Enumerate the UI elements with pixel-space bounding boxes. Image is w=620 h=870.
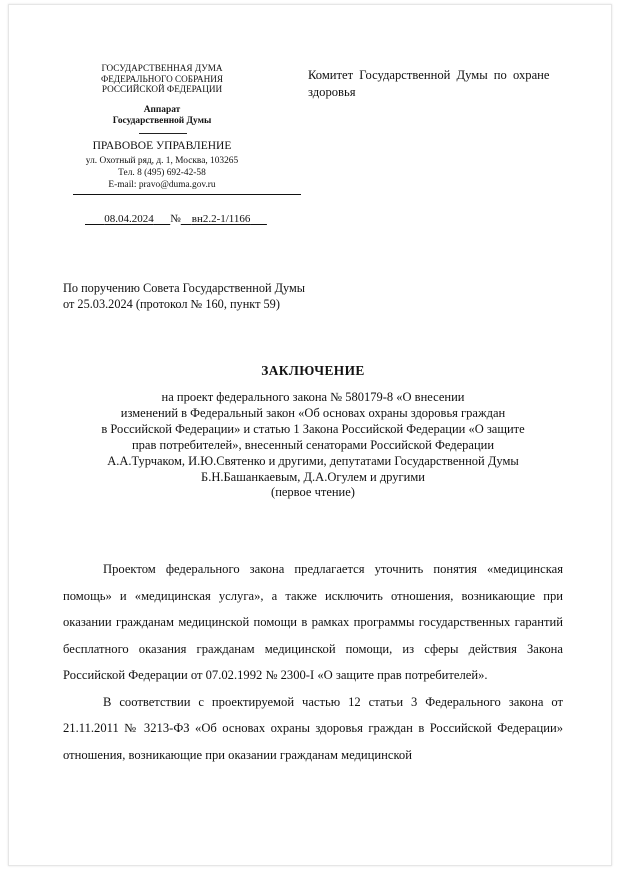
- letterhead-divider: [73, 194, 301, 195]
- subject-line-2: изменений в Федеральный закон «Об основах охраны здоровья граждан: [120, 405, 506, 420]
- instruction-line-2: от 25.03.2024 (протокол № 160, пункт 59): [63, 296, 280, 311]
- addressee: Комитет Государственной Думы по охране здоровья: [308, 68, 550, 99]
- letterhead-phone: Тел. 8 (495) 692-42-58: [118, 168, 206, 178]
- org-line-2: ФЕДЕРАЛЬНОГО СОБРАНИЯ: [100, 73, 224, 84]
- org-line-3: РОССИЙСКОЙ ФЕДЕРАЦИИ: [101, 84, 223, 94]
- reference-line: [85, 212, 267, 226]
- letterhead-organization: [73, 63, 251, 95]
- org-line-1: ГОСУДАРСТВЕННАЯ ДУМА: [101, 63, 223, 73]
- subject-line-4: прав потребителей», внесенный сенаторами Российской Федерации: [131, 437, 495, 452]
- apparat-line-2: Государственной Думы: [112, 116, 212, 126]
- document-subject: [63, 390, 563, 501]
- letterhead-contacts: [73, 155, 251, 191]
- body-paragraph-2: В соответствии с проектируемой частью 12 статьи 3 Федерального закона от 21.11.2011 № 3213-ФЗ «Об основах охраны здоровья граждан в Российской Федерации» отношения, возникающие при оказании гражданам медицинской: [63, 694, 563, 762]
- body-paragraph-1: Проектом федерального закона предлагается уточнить понятия «медицинская помощь» и «медицинская услуга», а также исключить отношения, возникающие при оказании гражданам медицинской помощи в рамках программы государственных гарантий бесплатного оказания гражданам медицинской помощи, из сферы действия Закона Российской Федерации от 07.02.1992 № 2300-I «О защите прав потребителей».: [63, 562, 563, 682]
- document-body: [63, 556, 563, 768]
- reference-number-sign: №: [170, 213, 181, 225]
- instruction-line-1: По поручению Совета Государственной Думы: [63, 281, 306, 295]
- subject-line-6: Б.Н.Башанкаевым, Д.А.Огулем и другими: [201, 469, 425, 484]
- apparat-divider: [139, 133, 187, 134]
- subject-line-7: (первое чтение): [271, 485, 355, 500]
- reference-date: 08.04.2024: [104, 213, 154, 225]
- document-title: ЗАКЛЮЧЕНИЕ: [261, 363, 365, 378]
- document-page: [8, 4, 612, 866]
- letterhead-address: ул. Охотный ряд, д. 1, Москва, 103265: [85, 156, 239, 166]
- letterhead-department: ПРАВОВОЕ УПРАВЛЕНИЕ: [92, 140, 232, 152]
- subject-line-5: А.А.Турчаком, И.Ю.Святенко и другими, депутатами Государственной Думы: [107, 453, 519, 468]
- letterhead-email: E-mail: pravo@duma.gov.ru: [108, 180, 216, 190]
- letterhead-apparat: [73, 105, 251, 127]
- apparat-line-1: Аппарат: [143, 105, 181, 115]
- subject-line-3: в Российской Федерации» и статью 1 Закона Российской Федерации «О защите: [101, 421, 525, 436]
- instruction-note: [63, 281, 383, 312]
- subject-line-1: на проект федерального закона № 580179-8 «О внесении: [161, 390, 465, 404]
- reference-number: вн2.2-1/1166: [191, 213, 251, 225]
